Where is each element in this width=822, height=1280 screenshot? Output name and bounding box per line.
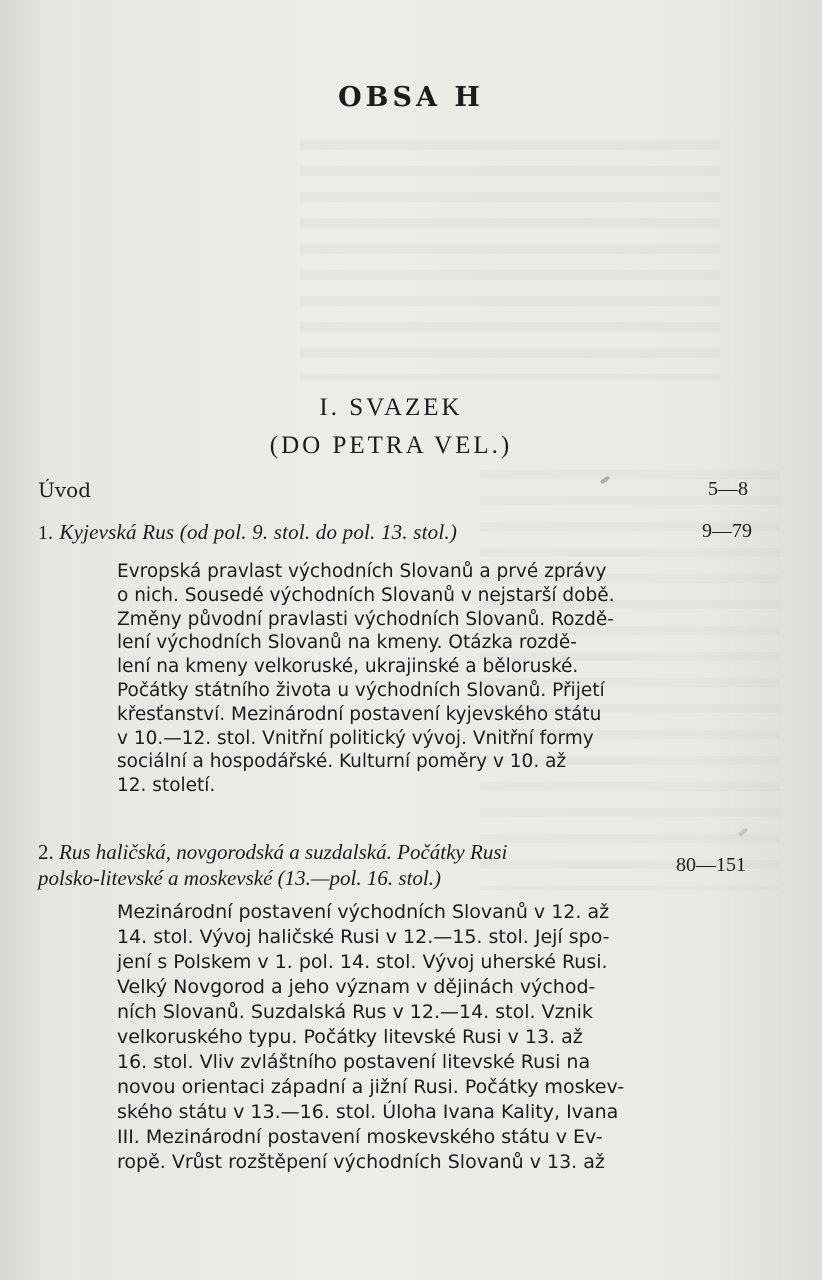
description-line: v 10.—12. stol. Vnitřní politický vývoj. Vnitřní formy (117, 727, 594, 749)
toc-entry-label: Úvod (38, 478, 91, 502)
page-title: OBSA H (338, 82, 484, 113)
toc-entry-chapter-1[interactable] (38, 520, 758, 548)
chapter-title: Kyjevská Rus (od pol. 9. stol. do pol. 13. stol.) (59, 520, 458, 544)
description-line: jení s Polskem v 1. pol. 14. stol. Vývoj uherské Rusi. (117, 951, 608, 973)
description-line: Změny původní pravlasti východních Slovanů. Rozdě- (117, 608, 614, 630)
toc-entry-intro[interactable] (38, 478, 758, 504)
description-line: o nich. Sousedé východních Slovanů v nejstarší době. (117, 584, 615, 606)
show-through-block (300, 140, 720, 380)
volume-subtitle: (DO PETRA VEL.) (269, 432, 513, 459)
toc-entry-pages: 9—79 (702, 520, 752, 542)
toc-entry-label (38, 520, 457, 545)
description-line: lení východních Slovanů na kmeny. Otázka rozdě- (117, 632, 577, 654)
description-line: křesťanství. Mezinárodní postavení kyjevského státu (117, 703, 602, 725)
volume-title: I. SVAZEK (319, 394, 463, 421)
description-line: III. Mezinárodní postavení moskevského státu v Ev- (117, 1126, 603, 1148)
description-line: 12. století. (117, 775, 216, 797)
description-line: velkoruského typu. Počátky litevské Rusi v 13. až (117, 1026, 583, 1048)
description-line: Evropská pravlast východních Slovanů a prvé zprávy (117, 561, 607, 582)
toc-entry-chapter-2[interactable] (38, 840, 507, 865)
chapter-1-description (117, 560, 657, 798)
description-line: Mezinárodní postavení východních Slovanů v 12. až (117, 901, 610, 923)
description-line: Počátky státního života u východních Slovanů. Přijetí (117, 679, 605, 701)
description-line: lení na kmeny velkoruské, ukrajinské a běloruské. (117, 656, 579, 678)
description-line: novou orientaci západní a jižní Rusi. Počátky moskev- (117, 1076, 625, 1098)
chapter-number: 2. (38, 840, 54, 864)
description-line: ropě. Vrůst rozštěpení východních Slovanů v 13. až (117, 1151, 605, 1173)
chapter-2-title-line-2: polsko-litevské a moskevské (13.—pol. 16. stol.) (38, 866, 441, 890)
chapter-2-description (117, 900, 677, 1175)
chapter-title-line-1: Rus haličská, novgorodská a suzdalská. Počátky Rusi (59, 840, 508, 864)
description-line: 16. stol. Vliv zvláštního postavení litevské Rusi na (117, 1051, 591, 1073)
toc-entry-pages: 80—151 (676, 854, 746, 876)
description-line: ních Slovanů. Suzdalská Rus v 12.—14. stol. Vznik (117, 1001, 593, 1023)
description-line: Velký Novgorod a jeho význam v dějinách východ- (117, 976, 596, 998)
toc-entry-pages: 5—8 (708, 478, 748, 500)
description-line: ského státu v 13.—16. stol. Úloha Ivana Kality, Ivana (117, 1101, 619, 1123)
show-through-text (777, 60, 782, 84)
description-line: sociální a hospodářské. Kulturní poměry v 10. až (117, 751, 567, 773)
chapter-number: 1. (38, 522, 53, 544)
description-line: 14. stol. Vývoj haličské Rusi v 12.—15. stol. Její spo- (117, 926, 610, 948)
